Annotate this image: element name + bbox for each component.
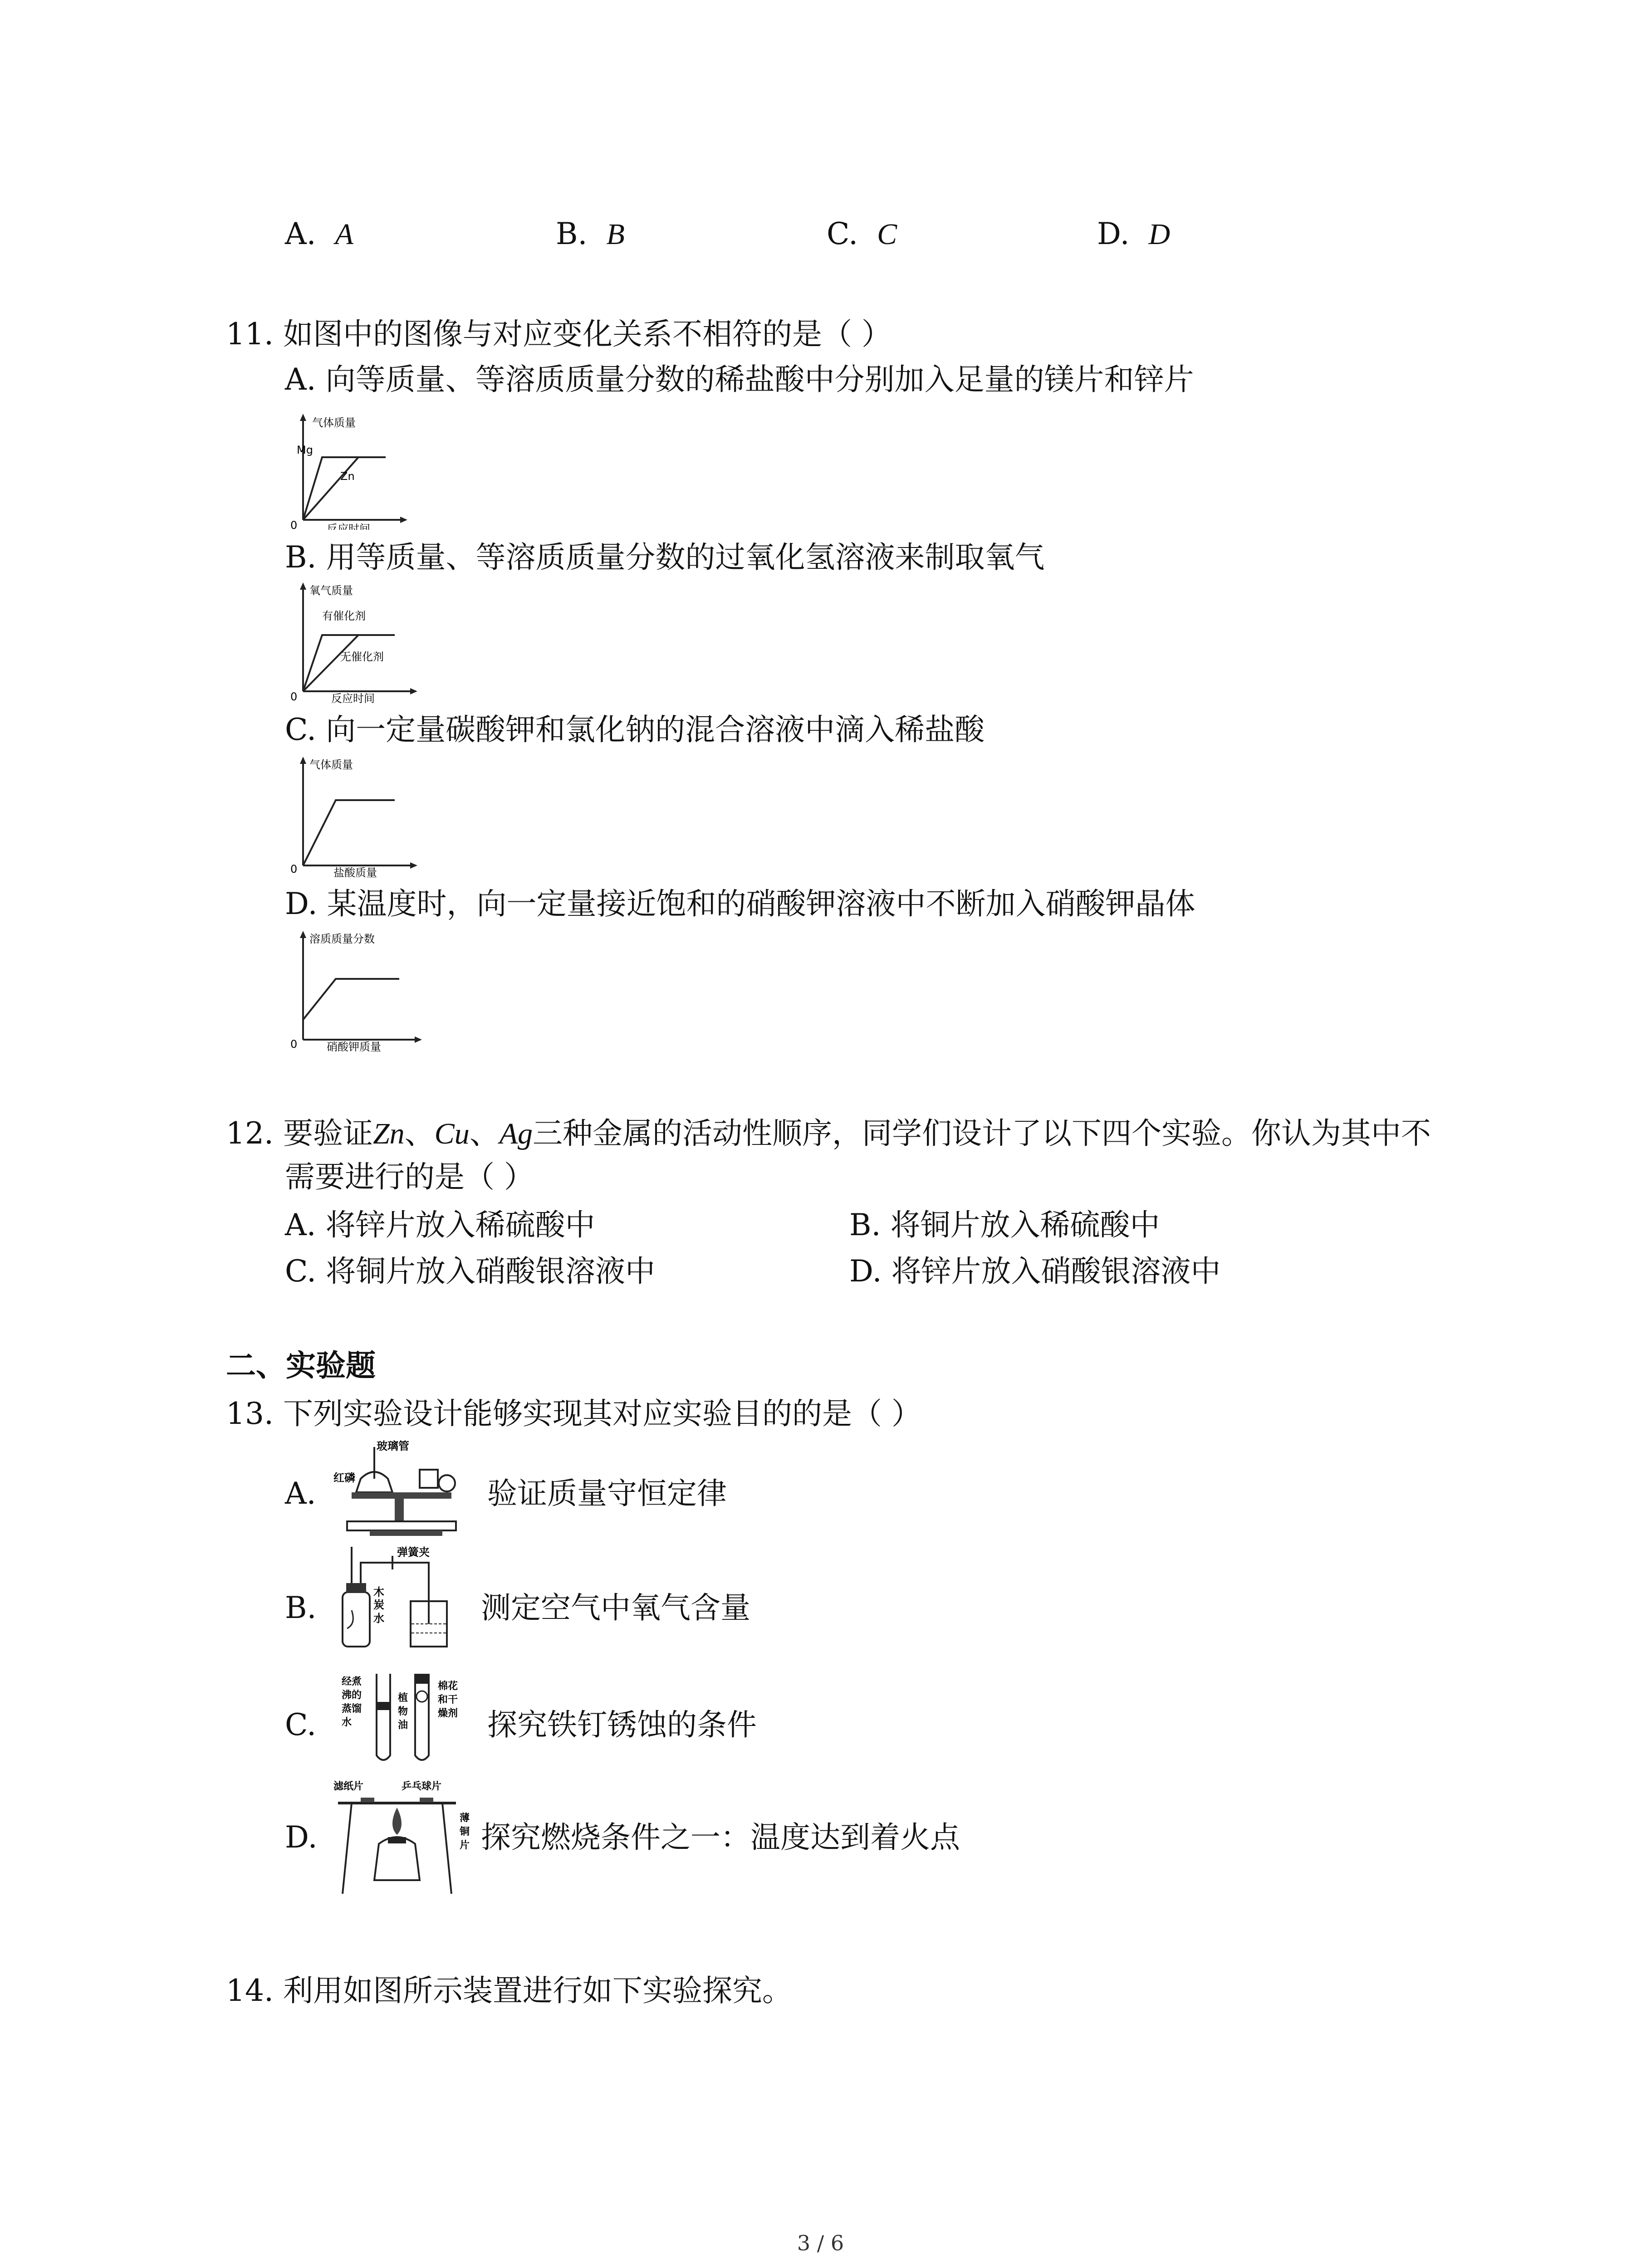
graph-b-label-catalyst: 有催化剂 — [322, 610, 366, 622]
q11-option-b-text: B. 用等质量、等溶质质量分数的过氧化氢溶液来制取氧气 — [285, 540, 1045, 575]
q11-graph-b — [290, 581, 422, 705]
q11-graph-d — [290, 929, 426, 1053]
graph-a-curve-mg — [303, 457, 386, 520]
apparatus-d-label-ping-pong: 乒乓球片 — [402, 1781, 442, 1792]
apparatus-c-label-5: 植 — [398, 1692, 408, 1704]
apparatus-c-label-4: 水 — [342, 1717, 352, 1728]
graph-b-origin: 0 — [290, 690, 298, 703]
apparatus-d-label-filter-paper: 滤纸片 — [333, 1781, 364, 1792]
q13-option-d-letter: D. — [285, 1820, 318, 1855]
q13-option-a-text: 验证质量守恒定律 — [487, 1476, 727, 1511]
apparatus-c-label-10: 燥剂 — [438, 1708, 458, 1719]
graph-d-curve — [303, 979, 399, 1020]
q12-stem-line1: 12. 要验证Zn、Cu、Ag三种金属的活动性顺序，同学们设计了以下四个实验。你认为其中不 — [226, 1116, 1431, 1151]
graph-d-xlabel: 硝酸钾质量 — [327, 1041, 381, 1051]
q13-apparatus-b — [333, 1542, 479, 1662]
graph-a-curve-zn — [303, 457, 386, 520]
q12-option-b: B. 将铜片放入稀硫酸中 — [849, 1207, 1160, 1242]
q13-option-c-text: 探究铁钉锈蚀的条件 — [487, 1707, 757, 1742]
apparatus-c-label-6: 物 — [398, 1706, 408, 1717]
q12-option-d: D. 将锌片放入硝酸银溶液中 — [849, 1254, 1221, 1289]
graph-d-origin: 0 — [290, 1038, 298, 1051]
graph-b-curve-no-catalyst — [303, 635, 395, 691]
graph-a-ylabel: 气体质量 — [312, 416, 356, 429]
q13-apparatus-d — [333, 1776, 479, 1900]
page-number: 3 / 6 — [797, 2231, 844, 2255]
q11-graph-c — [290, 755, 422, 879]
q13-option-c-letter: C. — [285, 1707, 317, 1742]
apparatus-d-label-thin-1: 薄 — [460, 1813, 470, 1824]
apparatus-a-label-glass-tube: 玻璃管 — [377, 1440, 409, 1452]
apparatus-c-label-7: 油 — [398, 1720, 408, 1731]
q11-option-a-text: A. 向等质量、等溶质质量分数的稀盐酸中分别加入足量的镁片和锌片 — [285, 362, 1194, 397]
q10-option-c: C. C — [827, 216, 897, 251]
apparatus-b-label-char-2: 炭 — [373, 1598, 384, 1611]
graph-a-label-zn: Zn — [340, 470, 355, 483]
graph-b-ylabel: 氧气质量 — [309, 584, 353, 597]
q10-option-a: A. A — [285, 216, 353, 251]
q12-option-c: C. 将铜片放入硝酸银溶液中 — [285, 1254, 656, 1289]
q13-option-b-text: 测定空气中氧气含量 — [481, 1590, 750, 1625]
q14-stem: 14. 利用如图所示装置进行如下实验探究。 — [226, 1973, 792, 2008]
q13-apparatus-c — [333, 1660, 483, 1775]
q13-option-a-letter: A. — [285, 1476, 316, 1511]
q13-option-b-letter: B. — [285, 1590, 317, 1625]
apparatus-b-label-char-1: 木 — [373, 1586, 384, 1598]
section-title: 二、实验题 — [226, 1348, 376, 1383]
q12-stem-line2: 需要进行的是（ ） — [285, 1159, 534, 1194]
q13-apparatus-a — [333, 1438, 470, 1544]
q11-option-d-text: D. 某温度时，向一定量接近饱和的硝酸钾溶液中不断加入硝酸钾晶体 — [285, 886, 1195, 921]
q10-option-b: B. B — [556, 216, 625, 251]
graph-d-ylabel: 溶质质量分数 — [309, 933, 375, 945]
apparatus-b-label-water: 水 — [373, 1612, 384, 1625]
q11-graph-a — [290, 412, 408, 532]
apparatus-d-label-thin-2: 铜 — [460, 1826, 470, 1838]
apparatus-d-label-thin-3: 片 — [460, 1840, 470, 1851]
q11-stem: 11. 如图中的图像与对应变化关系不相符的是（ ） — [226, 317, 892, 352]
graph-a-label-mg: Mg — [297, 444, 313, 456]
graph-b-label-no-catalyst: 无催化剂 — [340, 650, 384, 663]
apparatus-c-label-2: 沸的 — [342, 1690, 362, 1701]
apparatus-c-label-1: 经煮 — [342, 1676, 362, 1687]
graph-c-ylabel: 气体质量 — [309, 758, 353, 771]
apparatus-b-label-clamp: 弹簧夹 — [397, 1546, 430, 1559]
graph-c-curve — [303, 800, 395, 865]
graph-a-xlabel: 反应时间 — [327, 523, 370, 530]
q10-option-d: D. D — [1097, 216, 1171, 251]
q13-option-d-text: 探究燃烧条件之一：温度达到着火点 — [481, 1820, 960, 1855]
graph-c-origin: 0 — [290, 863, 298, 875]
apparatus-c-label-3: 蒸馏 — [342, 1703, 362, 1715]
graph-a-origin: 0 — [290, 519, 298, 530]
q12-option-a: A. 将锌片放入稀硫酸中 — [285, 1207, 595, 1242]
q13-stem: 13. 下列实验设计能够实现其对应实验目的的是（ ） — [226, 1396, 921, 1431]
graph-b-xlabel: 反应时间 — [331, 692, 375, 703]
apparatus-a-label-red-phosphorus: 红磷 — [333, 1471, 355, 1484]
q11-option-c-text: C. 向一定量碳酸钾和氯化钠的混合溶液中滴入稀盐酸 — [285, 712, 985, 747]
apparatus-c-label-9: 和干 — [438, 1694, 458, 1706]
graph-c-xlabel: 盐酸质量 — [333, 866, 377, 877]
apparatus-c-label-8: 棉花 — [438, 1681, 458, 1692]
